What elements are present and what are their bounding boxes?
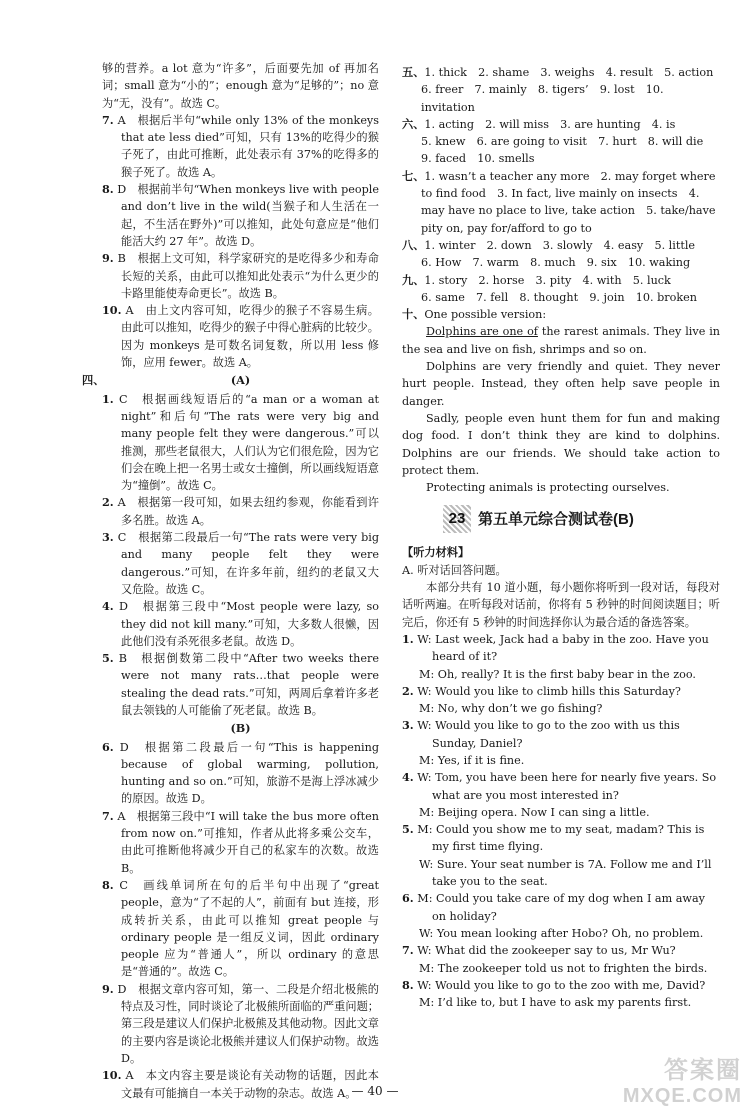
dialog-line xyxy=(402,994,720,1011)
dialog-line xyxy=(402,856,720,891)
answer-text: D 根据第三段中“Most people were lazy, so they did not kill many.”可知，大多数人很懒，因此他们没有杀死很多老鼠。故选 D。 xyxy=(119,600,379,648)
answer-list-b xyxy=(102,391,379,720)
answer-row xyxy=(402,116,720,133)
dialog-line xyxy=(402,683,720,700)
answer-row xyxy=(402,133,720,150)
answer-row xyxy=(402,168,720,237)
dialog-text: No, why don’t we go fishing? xyxy=(437,702,603,716)
answer-number: 6. xyxy=(102,739,114,754)
section-label: 七、 xyxy=(402,168,425,183)
dialog-text: Oh, really? It is the first baby bear in the zoo. xyxy=(437,667,696,681)
answer-row xyxy=(402,254,720,271)
dialog-speaker: W: xyxy=(419,926,434,940)
answer-text: B 根据倒数第二段中“After two weeks there were not many rats…that people were stealing the dead rats.”可知，两周后拿着许多老鼠去领钱的人可能偷了死老鼠。故选 B。 xyxy=(118,652,379,717)
answer-item xyxy=(102,250,379,302)
answer-row-text: 1. winter 2. down 3. slowly 4. easy 5. little xyxy=(424,238,696,252)
answer-item xyxy=(102,494,379,529)
dialog-text: Could you take care of my dog when I am away on holiday? xyxy=(432,892,705,923)
heading-b: (B) xyxy=(230,721,251,736)
answer-item xyxy=(102,302,379,371)
answer-number: 9. xyxy=(102,251,114,266)
dialog-text: Would you like to climb hills this Saturday? xyxy=(435,684,681,698)
answer-row xyxy=(402,150,720,167)
answer-item xyxy=(102,650,379,719)
answer-text: C 画线单词所在句的后半句中出现了“great people，意为“了不起的人”，前面有 but 连接，形成转折关系，由此可以推知 great people 与 ordinary people 是一组反义词，因此 ordinary people 应为“普通人”，所以 ordinary 的意思是“普通的”。故选 C。 xyxy=(119,878,380,979)
dialog-number: 6. xyxy=(402,891,414,906)
answer-text: A 由上文内容可知，吃得少的猴子不容易生病。由此可以推知，吃得少的猴子中得心脏病的比较少。因为 monkeys 是可数名词复数，所以用 less 修饰，应用 fewer。故选 A。 xyxy=(121,304,379,370)
essay-p1-rest: the rarest animals. They live in the sea and live on fish, shrimps and so on. xyxy=(402,325,720,356)
answer-row-text: 9. faced 10. smells xyxy=(421,152,535,166)
answer-row-text: 1. story 2. horse 3. pity 4. with 5. luck xyxy=(424,273,671,287)
answer-row-text: 6. freer 7. mainly 8. tigers’ 9. lost 10. invitation xyxy=(421,83,664,114)
answer-number: 10. xyxy=(102,303,122,318)
essay-underlined: Dolphins are one of xyxy=(426,325,538,339)
answer-text: D 根据第二段最后一句“This is happening because of global warming, pollution, hunting and so on.”可知，旅游不是海上浮冰减少的原因。故选 D。 xyxy=(119,740,379,806)
listening-heading: 【听力材料】 xyxy=(402,545,470,560)
dialog-text: Yes, if it is fine. xyxy=(437,753,525,767)
answer-item xyxy=(102,739,379,808)
answer-list-c xyxy=(102,739,379,1102)
answer-text: C 根据第二段最后一句“The rats were very big and many people felt they were dangerous.”可知，在许多年前，纽约的老鼠又大又危险。故选 C。 xyxy=(117,531,379,596)
answer-item xyxy=(102,181,379,250)
page-number: — 40 — xyxy=(351,1084,399,1098)
answer-number: 5. xyxy=(102,651,114,666)
essay-paragraph-1 xyxy=(402,323,720,358)
dialog-line xyxy=(402,631,720,666)
section-label: 八、 xyxy=(402,237,425,252)
dialog-text: The zookeeper told us not to frighten the birds. xyxy=(437,961,708,975)
heading-a: (A) xyxy=(230,373,251,388)
answer-text: A 根据第三段中“I will take the bus more often from now on.”可推知，作者从此将多乘公交车，由此可推断他将减少开自己的私家车的次数。故选 B。 xyxy=(117,809,379,875)
answer-item xyxy=(102,981,379,1067)
dialog-line xyxy=(402,752,720,769)
answer-number: 9. xyxy=(102,981,114,996)
answer-item xyxy=(102,877,379,981)
dialog-number: 1. xyxy=(402,631,414,646)
dialog-line xyxy=(402,821,720,856)
dialog-line xyxy=(402,700,720,717)
section-ten-text: One possible version: xyxy=(424,308,547,322)
answer-text: C 根据画线短语后的“a man or a woman at night”和后句“The rats were very big and many people felt they were dangerous.”可以推测，那些老鼠很大，人们认为它们很危险，因为它们会在晚上把一名男士或女士撞倒，所以画线短语意为“撞倒”。故选 C。 xyxy=(118,392,379,493)
answer-item xyxy=(102,112,379,181)
dialog-text: What did the zookeeper say to us, Mr Wu? xyxy=(435,944,676,958)
answer-item xyxy=(102,391,379,495)
answer-number: 7. xyxy=(102,808,114,823)
answer-row-text: 1. thick 2. shame 3. weighs 4. result 5. action xyxy=(424,66,714,79)
dialog-speaker: M: xyxy=(417,892,433,906)
answer-row-text: 6. same 7. fell 8. thought 9. join 10. broken xyxy=(421,290,697,304)
answer-row-text: 1. wasn’t a teacher any more 2. may forget where to find food 3. In fact, live mainly on insects 4. may have no place to live, take action 5. take/have pity on, pay for/afford to go to xyxy=(421,169,716,235)
answer-item xyxy=(102,808,379,877)
dialog-line xyxy=(402,890,720,925)
dialog-text: I’d like to, but I have to ask my parents first. xyxy=(437,996,692,1010)
dialog-speaker: W: xyxy=(417,719,432,733)
answer-row xyxy=(402,64,720,81)
dialog-speaker: W: xyxy=(417,944,432,958)
dialog-text: Sure. Your seat number is 7A. Follow me and I’ll take you to the seat. xyxy=(432,857,712,889)
dialog-line xyxy=(402,942,720,959)
section-four-label: 四、 xyxy=(82,373,105,388)
intro-text: 够的营养。a lot 意为“许多”，后面要先加 of 再加名词；small 意为“小的”；enough 意为“足够的”；no 意为“无，没有”。故选 C。 xyxy=(102,62,379,110)
section-label: 九、 xyxy=(402,272,425,287)
answer-row xyxy=(402,81,720,116)
answer-number: 1. xyxy=(102,391,114,406)
dialog-speaker: M: xyxy=(417,823,433,837)
essay-paragraph-3: Sadly, people even hunt them for fun and making dog food. I don’t think they are kind to dolphins. Dolphins are our friends. We should take action to protect them. xyxy=(402,411,720,477)
section-label: 五、 xyxy=(402,65,425,79)
right-column xyxy=(402,64,720,1011)
answer-text: D 根据前半句“When monkeys live with people and don’t live in the wild(当猴子和人生活在一起，不生活在野外)”可以推知，此处句意应是“他们能活大约 27 年”。故选 D。 xyxy=(117,183,379,248)
dialog-number: 7. xyxy=(402,943,414,958)
dialog-list xyxy=(402,631,720,1012)
dialog-line xyxy=(402,960,720,977)
listening-part-a: A. 听对话回答问题。 xyxy=(402,563,507,577)
section-four xyxy=(82,372,379,389)
dialog-speaker: M: xyxy=(419,996,435,1010)
answer-item xyxy=(102,529,379,598)
dialog-line xyxy=(402,925,720,942)
dialog-number: 3. xyxy=(402,718,414,733)
dialog-line xyxy=(402,717,720,752)
answer-number: 10. xyxy=(102,1068,122,1083)
dialog-line xyxy=(402,666,720,683)
dialog-text: You mean looking after Hobo? Oh, no problem. xyxy=(436,926,704,940)
answer-row xyxy=(402,289,720,306)
dialog-number: 2. xyxy=(402,683,414,698)
dialog-line xyxy=(402,977,720,994)
answer-number: 8. xyxy=(102,877,114,892)
dialog-number: 5. xyxy=(402,822,414,837)
dialog-speaker: M: xyxy=(419,805,435,819)
essay-paragraph-4: Protecting animals is protecting ourselves. xyxy=(426,481,670,495)
answer-row xyxy=(402,237,720,254)
answer-number: 2. xyxy=(102,495,114,510)
answer-row-text: 6. How 7. warm 8. much 9. six 10. waking xyxy=(421,256,691,270)
dialog-line xyxy=(402,769,720,804)
dialog-speaker: W: xyxy=(419,857,434,871)
dialog-text: Tom, you have been here for nearly five years. So what are you most interested in? xyxy=(432,771,717,802)
dialog-speaker: W: xyxy=(417,978,432,992)
dialog-text: Beijing opera. Now I can sing a little. xyxy=(437,805,650,819)
dialog-text: Last week, Jack had a baby in the zoo. Have you heard of it? xyxy=(432,632,709,664)
answer-number: 8. xyxy=(102,182,114,197)
unit-title-row xyxy=(446,508,720,530)
answer-text: B 根据上文可知，科学家研究的是吃得多少和寿命长短的关系，由此可以推知此处表示“为什么更少的卡路里能使寿命更长”。故选 B。 xyxy=(117,252,379,300)
answer-text: A 根据第一段可知，如果去纽约参观，你能看到许多名胜。故选 A。 xyxy=(117,496,379,527)
dialog-speaker: W: xyxy=(417,632,432,646)
dialog-text: Could you show me to my seat, madam? This is my first time flying. xyxy=(432,823,705,854)
dialog-text: Would you like to go to the zoo with me, David? xyxy=(435,978,706,992)
watermark-line-1: 答案圈 xyxy=(664,1057,742,1084)
essay-paragraph-2: Dolphins are very friendly and quiet. They never hurt people. Instead, they often help save people in danger. xyxy=(402,360,720,408)
answer-text: A 根据后半句“while only 13% of the monkeys that ate less died”可知，只有 13%的吃得少的猴子死了，由此可推断，此处表示有 37%的吃得多的猴子死了。故选 A。 xyxy=(117,113,379,179)
answer-text: A 本文内容主要是谈论有关动物的话题，因此本文最有可能摘自一本关于动物的杂志。故选 A。 xyxy=(121,1069,379,1100)
answer-number: 4. xyxy=(102,599,114,614)
dialog-number: 8. xyxy=(402,977,414,992)
section-ten xyxy=(402,306,720,323)
dialog-speaker: M: xyxy=(419,702,435,716)
unit-title: 第五单元综合测试卷(B) xyxy=(478,510,634,528)
watermark-logo xyxy=(623,1050,742,1108)
answer-number: 7. xyxy=(102,112,114,127)
answer-sections xyxy=(402,64,720,306)
unit-number-badge: 23 xyxy=(446,508,468,530)
answer-number: 3. xyxy=(102,530,114,545)
dialog-number: 4. xyxy=(402,770,414,785)
dialog-line xyxy=(402,804,720,821)
section-ten-label: 十、 xyxy=(402,307,425,322)
dialog-speaker: W: xyxy=(417,771,432,785)
dialog-speaker: W: xyxy=(417,684,432,698)
answer-row xyxy=(402,272,720,289)
answer-row-text: 5. knew 6. are going to visit 7. hurt 8. will die xyxy=(421,135,704,149)
dialog-speaker: M: xyxy=(419,961,435,975)
dialog-text: Would you like to go to the zoo with us this Sunday, Daniel? xyxy=(432,719,680,750)
section-label: 六、 xyxy=(402,116,425,131)
listening-instructions: 本部分共有 10 道小题，每小题你将听到一段对话，每段对话听两遍。在听每段对话前，你将有 5 秒钟的时间阅读题目；听完后，你还有 5 秒钟的时间选择你认为最合适的备选答案。 xyxy=(402,581,720,629)
answer-item xyxy=(102,598,379,650)
answer-text: D 根据文章内容可知，第一、二段是介绍北极熊的特点及习性，同时谈论了北极熊所面临的严重问题；第三段是建议人们保护北极熊及其他动物。因此文章的主要内容是谈论北极熊并建议人们保护动物。故选 D。 xyxy=(117,982,379,1065)
dialog-speaker: M: xyxy=(419,667,435,681)
answer-row-text: 1. acting 2. will miss 3. are hunting 4. is xyxy=(424,117,676,131)
dialog-speaker: M: xyxy=(419,753,435,767)
watermark-line-2: MXQE.COM xyxy=(622,1085,742,1107)
answer-list-a xyxy=(102,112,379,371)
left-column xyxy=(82,60,380,1102)
